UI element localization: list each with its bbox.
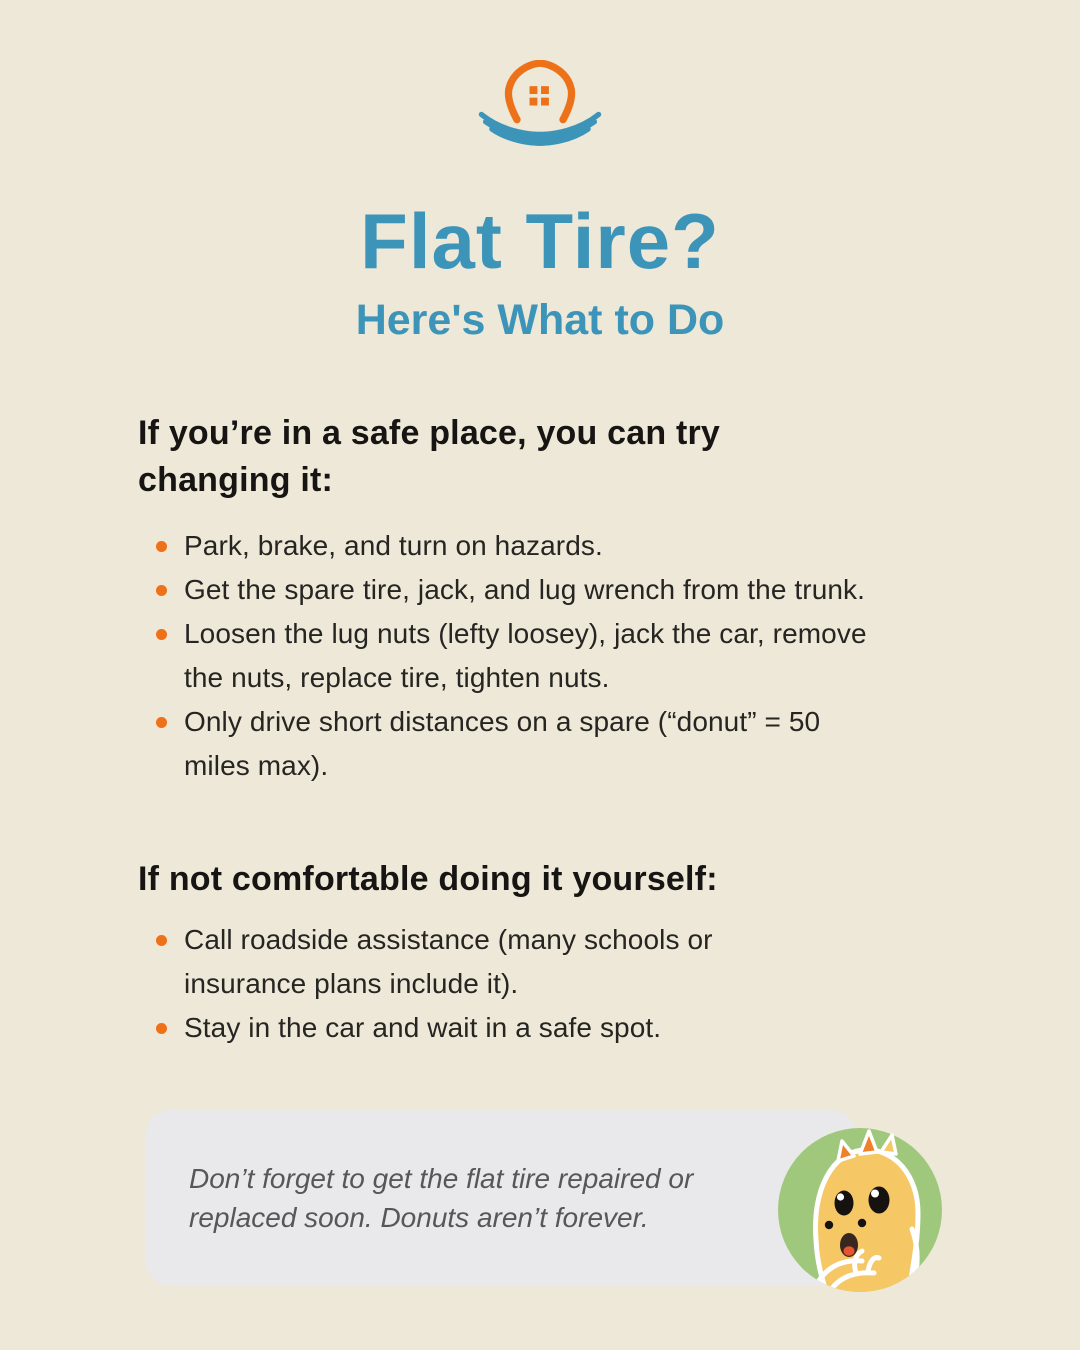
thinking-chick-mascot [772, 1105, 948, 1297]
list-item [156, 918, 814, 1006]
bullet-text: Loosen the lug nuts (lefty loosey), jack the car, remove the nuts, replace tire, tighten nuts. [184, 618, 867, 693]
bullet-text: Get the spare tire, jack, and lug wrench from the trunk. [184, 574, 866, 605]
bullet-list-diy [156, 524, 886, 788]
section-heading-diy: If you’re in a safe place, you can try changing it: [138, 414, 721, 499]
note-card [145, 1110, 857, 1286]
bullet-dot-icon [156, 717, 167, 728]
bullet-list-assistance [156, 918, 814, 1050]
page-title: Flat Tire? [360, 197, 720, 285]
list-item [156, 568, 886, 612]
bullet-dot-icon [156, 629, 167, 640]
bullet-dot-icon [156, 541, 167, 552]
bullet-text: Park, brake, and turn on hazards. [184, 530, 603, 561]
bullet-text: Stay in the car and wait in a safe spot. [184, 1012, 662, 1043]
bullet-text: Only drive short distances on a spare (“donut” = 50 miles max). [184, 706, 821, 781]
bullet-text: Call roadside assistance (many schools or insurance plans include it). [184, 924, 713, 999]
bullet-dot-icon [156, 585, 167, 596]
note-text: Don’t forget to get the flat tire repaired or replaced soon. Donuts aren’t forever. [189, 1163, 694, 1233]
list-item [156, 1006, 814, 1050]
list-item [156, 524, 886, 568]
bullet-dot-icon [156, 935, 167, 946]
house-window-icon [530, 86, 549, 105]
section-heading-assistance: If not comfortable doing it yourself: [138, 860, 718, 898]
page-subtitle: Here's What to Do [355, 296, 725, 344]
nest-icon [481, 114, 598, 143]
brand-logo [477, 60, 603, 150]
list-item [156, 700, 886, 788]
list-item [156, 612, 886, 700]
house-icon [508, 63, 571, 120]
bullet-dot-icon [156, 1023, 167, 1034]
